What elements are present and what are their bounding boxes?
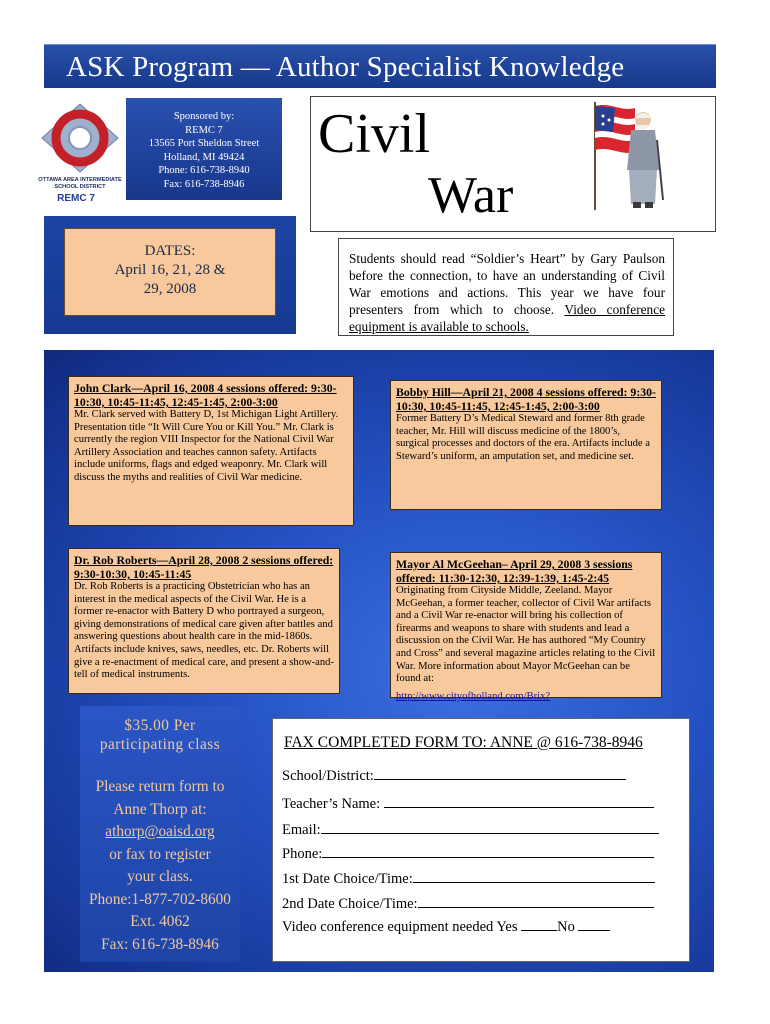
price-line: $35.00 Per: [124, 717, 196, 734]
sponsor-line: Fax: 616-738-8946: [163, 178, 245, 190]
second-date-field[interactable]: [282, 895, 654, 913]
sponsor-line: REMC 7: [185, 124, 223, 136]
session-heading: John Clark—April 16, 2008 4 sessions offered: 9:30-10:30, 10:45-11:45, 12:45-1:45, 2:00-3:00: [74, 381, 337, 409]
video-yes-line[interactable]: [521, 918, 557, 931]
sponsor-line: Holland, MI 49424: [163, 151, 245, 163]
soldier-icon: [573, 100, 673, 212]
email-link[interactable]: athorp@oaisd.org: [105, 823, 215, 840]
session-card: [390, 552, 662, 702]
video-conference-field[interactable]: [282, 918, 610, 936]
field-label: 1st Date Choice/Time:: [282, 871, 413, 887]
session-card: [390, 380, 662, 510]
dates-label: DATES:: [144, 243, 196, 259]
teacher-field[interactable]: [282, 795, 654, 813]
field-label: School/District:: [282, 768, 374, 784]
session-heading: Bobby Hill—April 21, 2008 4 sessions offered: 9:30-10:30, 10:45-11:45, 12:45-1:45, 2:00-3:00: [396, 385, 656, 413]
price-line: participating class: [99, 736, 221, 753]
phone-line: Phone:1-877-702-8600: [89, 890, 231, 908]
field-label: No: [557, 919, 579, 935]
logo-text-2: SCHOOL DISTRICT: [54, 184, 106, 190]
form-heading: FAX COMPLETED FORM TO: ANNE @ 616-738-8946: [284, 734, 643, 751]
title-war: War: [428, 167, 514, 224]
return-line: Anne Thorp at:: [113, 800, 207, 818]
field-label: Phone:: [282, 846, 323, 862]
session-description: Originating from Cityside Middle, Zeeland. Mayor McGeehan, a former teacher, collector of Civil War artifacts and a Civil War re-enactor will bring his collection of firearms and weapons to share with students and lead a discussion on the Civil War. He has authored “My Country and Cross” and several magazine articles relating to the Civil War. More information about Mayor McGeehan can be found at:: [396, 585, 656, 685]
session-heading: Dr. Rob Roberts—April 28, 2008 2 sessions offered: 9:30-10:30, 10:45-11:45: [74, 553, 334, 581]
logo-text-1: OTTAWA AREA INTERMEDIATE: [38, 177, 122, 183]
dates-line: 29, 2008: [143, 281, 197, 297]
soldier-flag-illustration: [573, 100, 673, 212]
session-description: Mr. Clark served with Battery D, 1st Michigan Light Artillery. Presentation title “It Will Cure You or Kill You.” Mr. Clark is currently the region VIII Inspector for the National Civil War Artillery Association and teaches cannon safety. Artifacts include uniforms, flags and edged weaponry. Mr. Clark will discuss the myths and realities of Civil War medicine.: [74, 409, 339, 483]
teacher-input-line[interactable]: [384, 795, 654, 808]
intro-box: [338, 238, 674, 336]
price-panel: [80, 706, 240, 962]
second-date-input-line[interactable]: [418, 895, 654, 908]
return-line: your class.: [127, 868, 193, 885]
first-date-input-line[interactable]: [413, 870, 655, 883]
intro-text: Students should read “Soldier’s Heart” by Gary Paulson before the connection, to have an understanding of Civil War emotions and actions. This year we have four presenters from which to choose.: [349, 251, 665, 317]
email-input-line[interactable]: [321, 821, 659, 834]
title-civil: Civil: [318, 103, 431, 165]
session-card: [68, 548, 340, 694]
session-heading: Mayor Al McGeehan– April 29, 2008 3 sessions offered: 11:30-12:30, 12:39-1:39, 1:45-2:45: [396, 557, 633, 585]
logo-remc: REMC 7: [57, 193, 95, 204]
price-block: [80, 716, 240, 754]
sponsor-line: Sponsored by:: [173, 111, 235, 122]
field-label: Teacher’s Name:: [282, 796, 384, 812]
fax-line: Fax: 616-738-8946: [101, 935, 219, 953]
dates-line: April 16, 21, 28 &: [114, 262, 226, 278]
return-line: Please return form to: [95, 778, 225, 795]
field-label: Video conference equipment needed Yes: [282, 919, 522, 935]
sponsor-box: [126, 98, 282, 200]
intro-link[interactable]: Video conference equipment is available to schools.: [349, 302, 665, 334]
sponsor-line: Phone: 616-738-8940: [158, 165, 250, 176]
remc-logo: [34, 100, 126, 208]
return-line: or fax to register: [109, 845, 211, 863]
phone-input-line[interactable]: [322, 845, 654, 858]
field-label: Email:: [282, 822, 321, 838]
sponsor-line: 13565 Port Sheldon Street: [148, 138, 260, 149]
first-date-field[interactable]: [282, 870, 655, 888]
video-no-line[interactable]: [578, 918, 610, 931]
session-card: [68, 376, 354, 526]
dates-box: [64, 228, 276, 316]
oaisd-logo-icon: [34, 100, 126, 208]
session-description: Former Battery D’s Medical Steward and former 8th grade teacher, Mr. Hill will discuss medicine of the 1800’s, surgical processes and doctors of the era. Artifacts include a Steward’s uniform, an amputation set, and medicine set.: [396, 413, 650, 462]
school-input-line[interactable]: [374, 767, 626, 780]
phone-field[interactable]: [282, 845, 654, 863]
ext-line: Ext. 4062: [130, 913, 190, 930]
email-field[interactable]: [282, 821, 659, 839]
mcgeehan-link[interactable]: http://www.cityofholland.com/Brix?: [396, 690, 551, 702]
session-description: Dr. Rob Roberts is a practicing Obstetrician who has an interest in the medical aspects of the Civil War. He is a former re-enactor with Battery D who portrayed a surgeon, giving demonstrations of medical care given after battles and answering questions about health care in the mid-1860s. Artifacts include knives, saws, needles, etc. Dr. Roberts will give a re-enactment of medical care, and present a show-and-tell of medical instruments.: [74, 581, 335, 681]
page-title: ASK Program — Author Specialist Knowledge: [66, 51, 625, 83]
field-label: 2nd Date Choice/Time:: [282, 896, 418, 912]
school-field[interactable]: [282, 767, 626, 785]
return-instructions: [80, 776, 240, 956]
